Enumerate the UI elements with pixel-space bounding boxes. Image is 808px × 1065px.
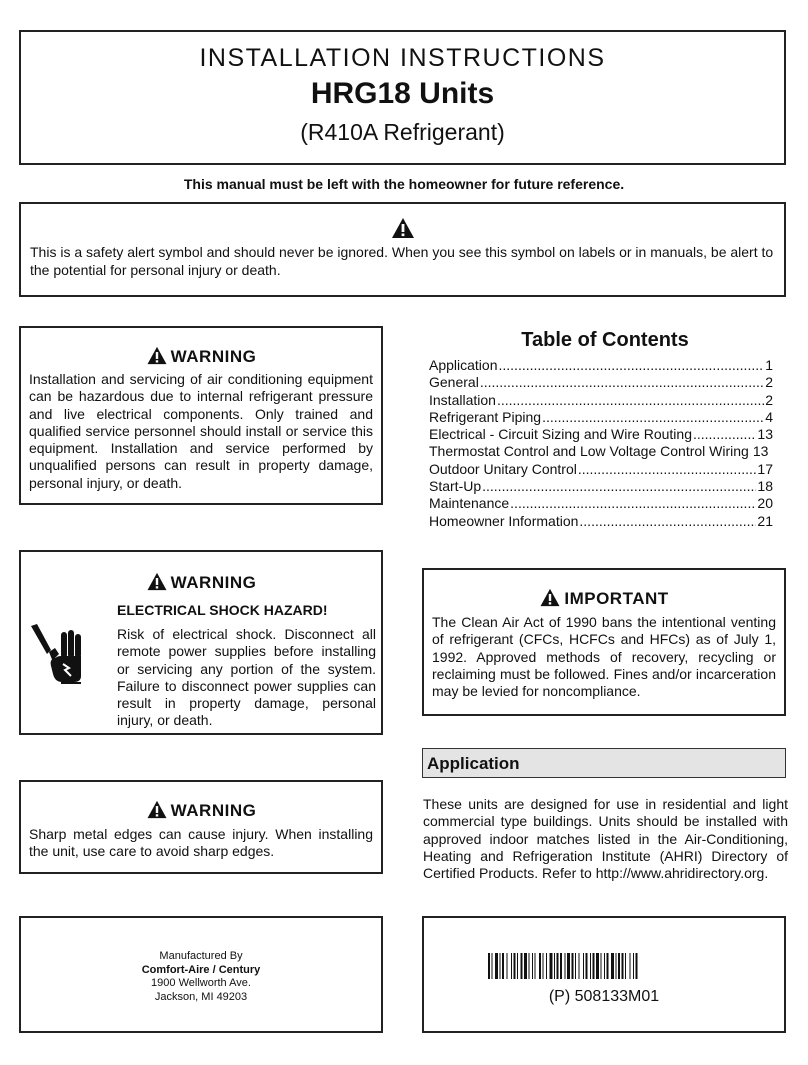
toc-page: 13 [752, 443, 769, 460]
part-number: (P) 508133M01 [548, 988, 660, 1005]
warning-triangle-icon [146, 572, 168, 591]
toc-page: 13 [757, 426, 773, 443]
barcode-bar [511, 953, 512, 979]
barcode-bar [521, 953, 523, 979]
toc-page: 18 [757, 478, 773, 495]
barcode-bar [488, 953, 490, 979]
barcode-bar [539, 953, 541, 979]
toc-page: 1 [765, 357, 773, 373]
toc-leader [480, 374, 764, 391]
warning-label: WARNING [170, 347, 257, 366]
barcode-bar [567, 953, 570, 979]
warning-triangle-icon [146, 800, 168, 819]
barcode-bar [502, 953, 504, 979]
toc-title: Table of Contents [521, 329, 689, 351]
toc-label: Application [429, 357, 498, 373]
toc-leader [510, 495, 756, 512]
company-city: Jackson, MI 49203 [154, 990, 248, 1003]
toc-label: Refrigerant Piping [429, 408, 542, 425]
toc-item-start-up[interactable] [429, 478, 773, 495]
warning-label: WARNING [170, 573, 257, 592]
barcode-box [422, 916, 786, 1033]
barcode-bar [546, 953, 547, 979]
toc-page: 2 [765, 374, 773, 391]
toc-item-homeowner[interactable] [429, 513, 773, 530]
toc-item-thermostat[interactable] [429, 443, 773, 460]
barcode-bar [575, 953, 576, 979]
barcode-bar [590, 953, 591, 979]
toc-item-electrical[interactable] [429, 426, 773, 443]
hazard-subtitle: ELECTRICAL SHOCK HAZARD! [117, 602, 328, 618]
title-block [19, 30, 786, 165]
toc-label: General [429, 374, 479, 391]
warning-heading [29, 346, 373, 367]
barcode-graphic [488, 953, 724, 979]
application-text: These units are designed for use in residential and light commercial type buildings. Units should be installed with approved indoor matches listed in the Air-Conditioning, Heating and Refrigeration Institute (AHRI) Directory of Certified Products. Refer to http://www.ahridirectory.org. [423, 796, 788, 882]
barcode-bar [579, 953, 580, 979]
company-address: 1900 Wellworth Ave. [151, 977, 251, 990]
toc-item-refrigerant-piping[interactable] [429, 409, 773, 426]
manufactured-by-label: Manufactured By [159, 950, 243, 962]
toc-page: 21 [757, 512, 773, 529]
barcode-bar [636, 953, 638, 979]
barcode-bar [601, 953, 602, 979]
barcode-bar [586, 953, 588, 979]
toc-leader [693, 426, 756, 443]
important-box [422, 568, 786, 716]
toc-label: Outdoor Unitary Control [429, 460, 577, 477]
barcode-bar [616, 953, 617, 979]
toc-label: Maintenance [429, 495, 510, 512]
barcode-bar [532, 953, 533, 979]
barcode-bar [535, 953, 536, 979]
barcode-bar [611, 953, 614, 979]
toc-item-maintenance[interactable] [429, 495, 773, 512]
toc-page: 17 [757, 460, 773, 477]
barcode-bar [514, 953, 516, 979]
barcode-bar [607, 953, 609, 979]
barcode-bar [633, 953, 634, 979]
homeowner-notice: This manual must be left with the homeowner for future reference. [183, 176, 625, 192]
warning-text: Sharp metal edges can cause injury. When installing the unit, use care to avoid sharp edges. [29, 826, 373, 860]
barcode-bar [529, 953, 530, 979]
table-of-contents [429, 357, 773, 530]
warning-box-sharp-edges [19, 780, 383, 874]
toc-label: Start-Up [429, 478, 482, 495]
barcode-bar [517, 953, 518, 979]
barcode-bar [507, 953, 508, 979]
toc-label: Electrical - Circuit Sizing and Wire Routing [429, 426, 692, 443]
toc-page: 2 [765, 391, 773, 408]
barcode-bar [596, 953, 599, 979]
toc-item-application[interactable] [429, 357, 773, 374]
application-heading: Application [422, 748, 786, 778]
barcode-bar [554, 953, 555, 979]
warning-triangle-icon [539, 588, 561, 607]
toc-leader [497, 392, 764, 409]
warning-heading [29, 800, 373, 821]
toc-item-outdoor-control[interactable] [429, 461, 773, 478]
electrical-shock-hand-icon [29, 622, 91, 684]
barcode-bar [560, 953, 562, 979]
model-title: HRG18 Units [310, 77, 495, 110]
toc-leader [499, 357, 765, 374]
barcode-bar [622, 953, 624, 979]
barcode-bar [495, 953, 498, 979]
barcode-bar [500, 953, 501, 979]
doc-type-title: INSTALLATION INSTRUCTIONS [199, 44, 606, 72]
toc-page: 4 [765, 408, 773, 425]
warning-triangle-icon [391, 217, 415, 239]
barcode-bar [583, 953, 584, 979]
toc-leader [579, 513, 756, 530]
barcode-bar [593, 953, 595, 979]
safety-alert-box [19, 202, 786, 297]
toc-page: 20 [757, 495, 773, 512]
safety-alert-text: This is a safety alert symbol and should never be ignored. When you see this symbol on labels or in manuals, be alert to the potential for personal injury or death. [30, 244, 774, 278]
toc-label: Thermostat Control and Low Voltage Control Wiring [429, 443, 749, 460]
toc-label: Homeowner Information [429, 512, 579, 529]
warning-label: WARNING [170, 801, 257, 820]
warning-box-electrical-shock [19, 550, 383, 735]
important-label: IMPORTANT [564, 589, 669, 608]
barcode-bar [543, 953, 544, 979]
manufacturer-box [19, 916, 383, 1033]
barcode-bar [630, 953, 631, 979]
warning-text: Installation and servicing of air conditioning equipment can be hazardous due to internal refrigerant pressure and live electrical components. Only trained and qualified service personnel should install or service this equipment. Installation and service performed by unqualified persons can result in property damage, personal injury, or death. [29, 371, 373, 491]
barcode-bar [572, 953, 574, 979]
important-text: The Clean Air Act of 1990 bans the intentional venting of refrigerant (CFCs, HCFCs and HFCs) as of July 1, 1992. Approved methods of recovery, recycling or reclaiming must be followed. Fines and/or incarceration may be levied for noncompliance. [432, 614, 776, 700]
warning-heading [29, 572, 373, 593]
barcode-bar [524, 953, 527, 979]
warning-box-hazard [19, 326, 383, 505]
barcode-bar [625, 953, 626, 979]
barcode-bar [557, 953, 559, 979]
warning-text: Risk of electrical shock. Disconnect all remote power supplies before installing or servicing any portion of the system. Failure to disconnect power supplies can result in property damage, personal injury, or death. [117, 626, 376, 729]
company-name: Comfort-Aire / Century [141, 963, 261, 976]
toc-leader [482, 478, 756, 495]
toc-leader [578, 461, 757, 478]
important-heading [432, 588, 776, 609]
warning-triangle-icon [146, 346, 168, 365]
barcode-bar [604, 953, 605, 979]
barcode-bar [492, 953, 493, 979]
barcode-bar [550, 953, 553, 979]
barcode-bar [565, 953, 566, 979]
toc-label: Installation [429, 391, 496, 408]
toc-item-general[interactable] [429, 374, 773, 391]
barcode-bar [618, 953, 620, 979]
refrigerant-subtitle: (R410A Refrigerant) [300, 119, 505, 145]
toc-leader [542, 409, 764, 426]
toc-item-installation[interactable] [429, 392, 773, 409]
